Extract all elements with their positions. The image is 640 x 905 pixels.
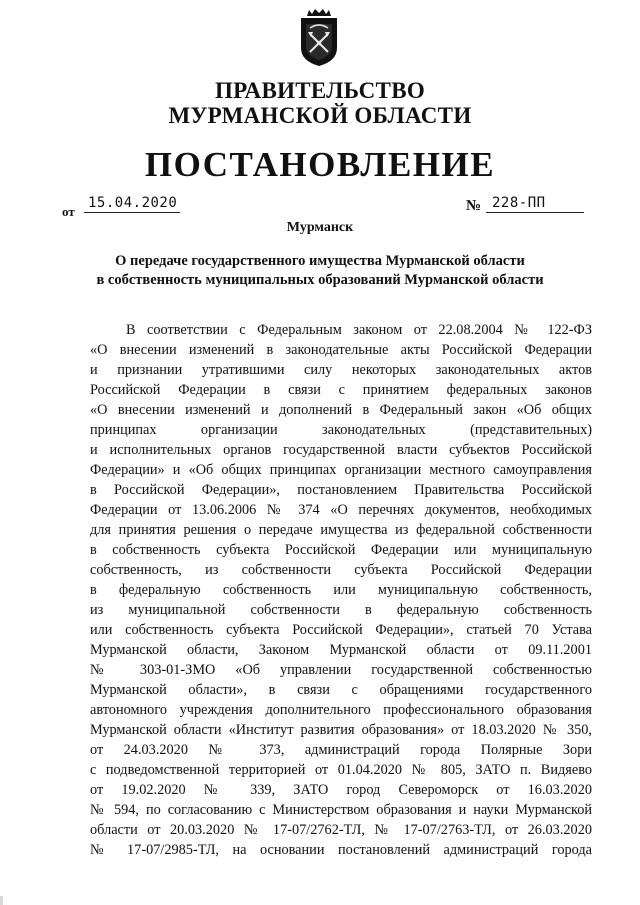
body-line: от 24.03.2020 № 373, администраций города Полярные Зори xyxy=(90,742,592,758)
body-line: принципах организации законодательных (представительных) xyxy=(90,422,592,438)
number-prefix: № xyxy=(466,198,482,214)
document-date: 15.04.2020 xyxy=(84,194,180,213)
body-line: «О внесении изменений в законодательные акты Российской Федерации xyxy=(90,342,592,358)
body-line: в собственность субъекта Российской Федерации или муниципальную xyxy=(90,542,592,558)
body-line: и признании утратившими силу некоторых законодательных актов xyxy=(90,362,592,378)
body-line: Федерации от 13.06.2006 № 374 «О перечнях документов, необходимых xyxy=(90,502,592,518)
body-line: собственность, из собственности субъекта Российской Федерации xyxy=(90,562,592,578)
document-city: Мурманск xyxy=(286,220,354,235)
body-line: автономного учреждения дополнительного профессионального образования xyxy=(90,702,592,718)
body-line: Мурманской области, Законом Мурманской области от 09.11.2001 xyxy=(90,642,592,658)
org-name-line2: МУРМАНСКОЙ ОБЛАСТИ xyxy=(168,103,472,128)
body-line: области от 20.03.2020 № 17-07/2762-ТЛ, № 17-07/2763-ТЛ, от 26.03.2020 xyxy=(90,822,592,838)
body-line: Федерации» и «Об общих принципах организации местного самоуправления xyxy=(90,462,592,478)
document-subject xyxy=(60,252,580,290)
scan-edge-mark xyxy=(0,896,3,905)
body-line: с подведомственной территорией от 01.04.2020 № 805, ЗАТО п. Видяево xyxy=(90,762,592,778)
body-line: В соответствии с Федеральным законом от 22.08.2004 № 122-ФЗ xyxy=(126,322,592,338)
body-line: для принятия решения о передаче имущества из федеральной собственности xyxy=(90,522,592,538)
body-line: № 17-07/2985-ТЛ, на основании постановлений администраций города xyxy=(90,842,592,858)
body-line: от 19.02.2020 № 339, ЗАТО город Североморск от 16.03.2020 xyxy=(90,782,592,798)
murmansk-coat-of-arms-icon xyxy=(298,8,340,68)
body-line: № 594, по согласованию с Министерством образования и науки Мурманской xyxy=(90,802,592,818)
body-line: Российской Федерации в связи с принятием федеральных законов xyxy=(90,382,592,398)
subject-line: О передаче государственного имущества Мурманской области xyxy=(115,253,525,269)
body-line: № 303-01-ЗМО «Об управлении государственной собственностью xyxy=(90,662,592,678)
org-name-line1: ПРАВИТЕЛЬСТВО xyxy=(214,78,426,103)
body-line: или собственность субъекта Российской Федерации», статьей 70 Устава xyxy=(90,622,592,638)
body-line: и исполнительных органов государственной власти субъектов Российской xyxy=(90,442,592,458)
body-line: из муниципальной собственности в федеральную собственность xyxy=(90,602,592,618)
subject-line: в собственность муниципальных образований Мурманской области xyxy=(96,272,544,288)
document-body xyxy=(90,320,592,860)
body-line: Мурманской области», в связи с обращениями государственного xyxy=(90,682,592,698)
body-line: Мурманской области «Институт развития образования» от 18.03.2020 № 350, xyxy=(90,722,592,738)
document-number: 228-ПП xyxy=(486,194,584,213)
document-type-title: ПОСТАНОВЛЕНИЕ xyxy=(144,145,496,184)
body-line: в федеральную собственность или муниципальную собственность, xyxy=(90,582,592,598)
date-prefix: от xyxy=(62,204,75,219)
body-line: «О внесении изменений и дополнений в Федеральный закон «Об общих xyxy=(90,402,592,418)
body-line: в Российской Федерации», постановлением Правительства Российской xyxy=(90,482,592,498)
